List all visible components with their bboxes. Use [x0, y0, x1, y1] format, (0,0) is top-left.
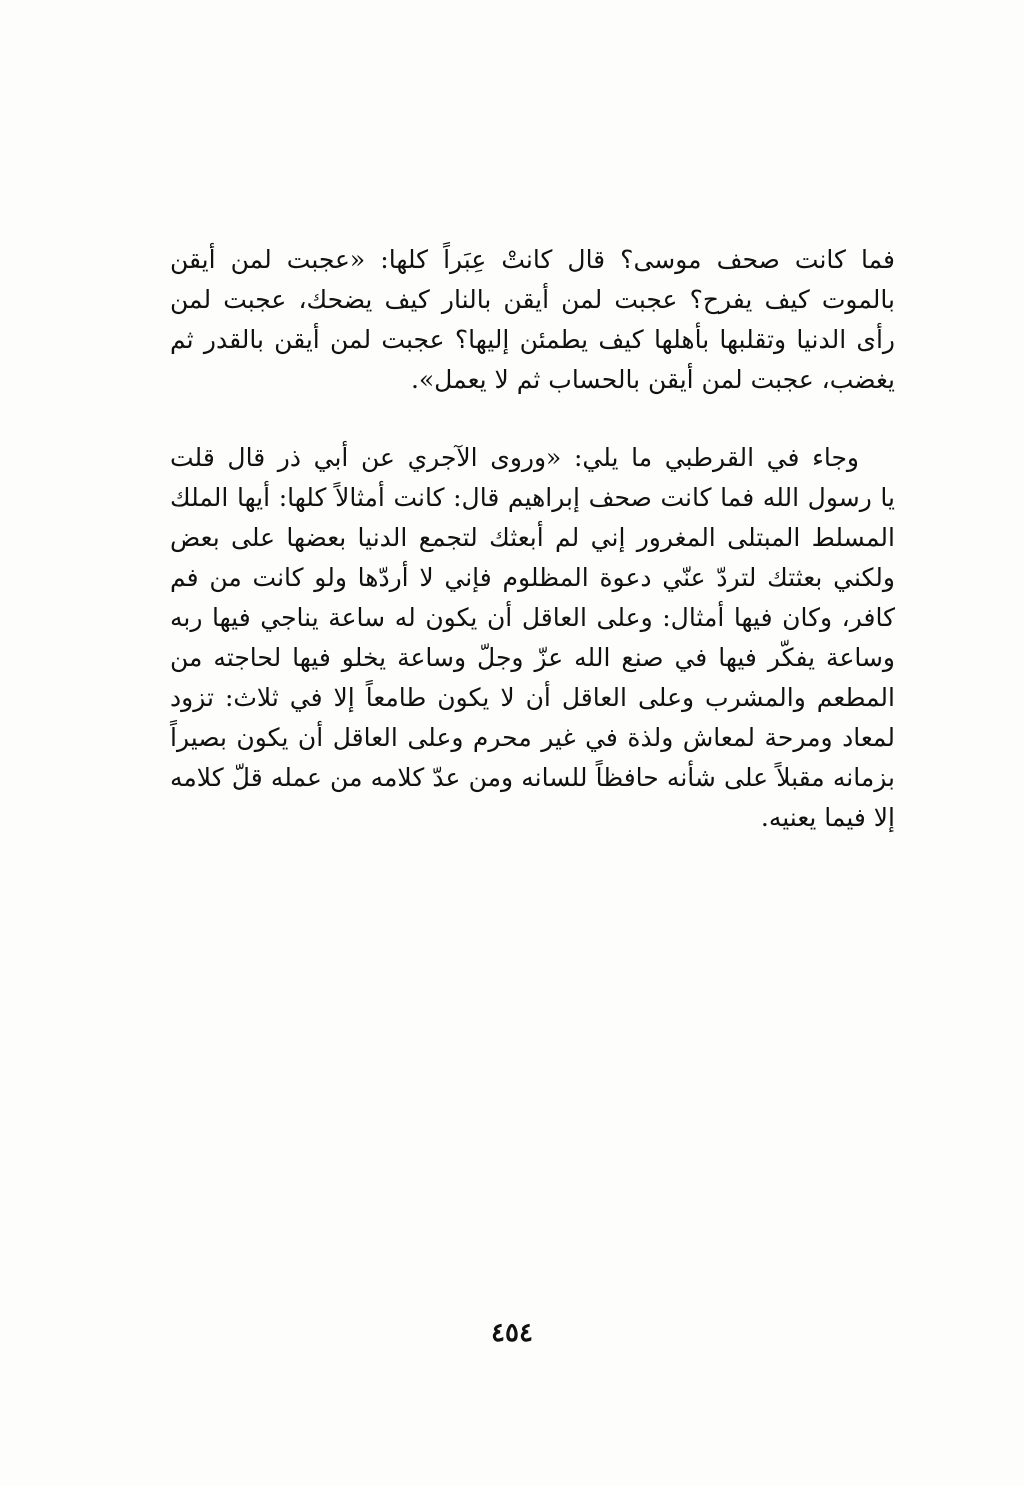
paragraph-line: لمعاد ومرحة لمعاش ولذة في غير محرم وعلى العاقل أن يكون بصيراً	[170, 723, 895, 752]
paragraph-line: كافر، وكان فيها أمثال: وعلى العاقل أن يكون له ساعة يناجي فيها ربه	[170, 603, 895, 632]
paragraph-line: يا رسول الله فما كانت صحف إبراهيم قال: كانت أمثالاً كلها: أيها الملك	[170, 483, 895, 512]
paragraph-line: إلا فيما يعنيه.	[760, 803, 895, 832]
paragraph-line: وجاء في القرطبي ما يلي: «وروى الآجري عن أبي ذر قال قلت	[170, 443, 859, 472]
paragraph-2	[170, 438, 895, 838]
page-number: ٤٥٤	[491, 1318, 533, 1348]
paragraph-line: المسلط المبتلى المغرور إني لم أبعثك لتجمع الدنيا بعضها على بعض	[170, 523, 895, 552]
paragraph-line: بالموت كيف يفرح؟ عجبت لمن أيقن بالنار كيف يضحك، عجبت لمن	[170, 285, 895, 314]
paragraph-1	[170, 240, 895, 400]
paragraph-line: يغضب، عجبت لمن أيقن بالحساب ثم لا يعمل».	[410, 365, 895, 394]
paragraph-line: المطعم والمشرب وعلى العاقل أن لا يكون طامعاً إلا في ثلاث: تزود	[170, 683, 895, 712]
paragraph-line: وساعة يفكّر فيها في صنع الله عزّ وجلّ وساعة يخلو فيها لحاجته من	[170, 643, 895, 672]
paragraph-line: بزمانه مقبلاً على شأنه حافظاً للسانه ومن عدّ كلامه من عمله قلّ كلامه	[170, 763, 895, 792]
paragraph-line: ولكني بعثتك لتردّ عنّي دعوة المظلوم فإني لا أردّها ولو كانت من فم	[170, 563, 895, 592]
paragraph-line: فما كانت صحف موسى؟ قال كانتْ عِبَراً كلها: «عجبت لمن أيقن	[170, 245, 895, 274]
paragraph-line: رأى الدنيا وتقلبها بأهلها كيف يطمئن إليها؟ عجبت لمن أيقن بالقدر ثم	[170, 325, 895, 354]
